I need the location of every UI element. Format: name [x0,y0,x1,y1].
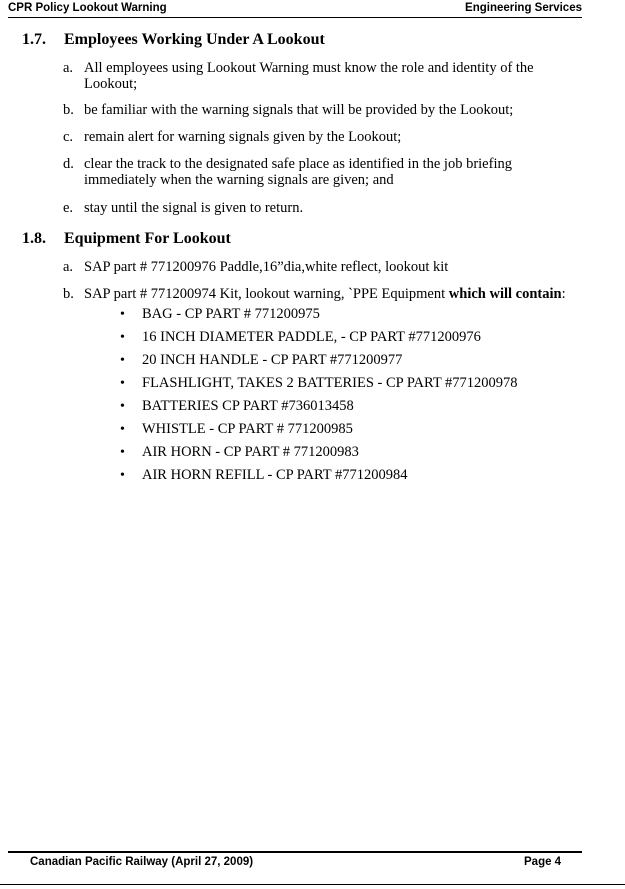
item-text: be familiar with the warning signals that will be provided by the Lookout; [84,102,514,118]
list-item [63,129,583,145]
section-heading-1-7 [22,31,325,49]
header-title: CPR Policy Lookout Warning [8,2,167,14]
bullet-icon: • [120,445,125,460]
bullet-text: WHISTLE - CP PART # 771200985 [142,421,353,437]
item-text: SAP part # 771200974 Kit, lookout warning, `PPE Equipment [84,286,449,302]
bullet-item [120,421,353,438]
item-text: SAP part # 771200976 Paddle,16”dia,white reflect, lookout kit [84,259,449,275]
item-letter: a. [63,60,74,76]
bullet-text: AIR HORN - CP PART # 771200983 [142,444,359,460]
footer-page-number: Page 4 [524,856,562,868]
bullet-icon: • [120,376,125,391]
bullet-icon: • [120,422,125,437]
header-department: Engineering Services [465,2,582,14]
list-item [63,259,583,275]
bullet-icon: • [120,353,125,368]
bullet-item [120,375,518,392]
item-letter: b. [63,102,74,118]
page-header [8,0,582,18]
bullet-icon: • [120,468,125,483]
list-item [63,200,583,216]
bullet-item [120,329,481,346]
item-letter: a. [63,259,74,275]
item-text: stay until the signal is given to return. [84,200,304,216]
section-number: 1.8. [22,230,46,247]
bullet-text: AIR HORN REFILL - CP PART #771200984 [142,467,408,483]
item-text-tail: : [561,286,566,302]
bullet-text: 20 INCH HANDLE - CP PART #771200977 [142,352,403,368]
bullet-icon: • [120,307,125,322]
item-text-bold: which will contain [448,286,562,302]
item-text: All employees using Lookout Warning must know the role and identity of the Lookout; [84,60,534,92]
bullet-text: BATTERIES CP PART #736013458 [142,398,354,414]
bullet-icon: • [120,399,125,414]
bullet-item [120,444,359,461]
bullet-text: BAG - CP PART # 771200975 [142,306,320,322]
section-number: 1.7. [22,31,46,48]
item-text: clear the track to the designated safe place as identified in the job briefing immediately when the warning signals are given; and [84,156,512,188]
section-title: Employees Working Under A Lookout [64,31,325,48]
item-letter: b. [63,286,74,302]
footer-divider [8,851,582,853]
item-letter: d. [63,156,74,172]
list-item [63,102,583,118]
item-letter: e. [63,200,74,216]
bullet-item [120,467,408,484]
section-title: Equipment For Lookout [64,230,231,247]
list-item [63,156,583,188]
list-item [63,286,603,302]
list-item [63,60,583,92]
bullet-text: FLASHLIGHT, TAKES 2 BATTERIES - CP PART #771200978 [142,375,518,391]
bullet-icon: • [120,330,125,345]
bottom-edge-line [0,884,625,885]
bullet-item [120,306,320,323]
section-heading-1-8 [22,230,231,248]
bullet-item [120,352,402,369]
bullet-text: 16 INCH DIAMETER PADDLE, - CP PART #771200976 [142,329,481,345]
item-text: remain alert for warning signals given by the Lookout; [84,129,402,145]
footer-company-date: Canadian Pacific Railway (April 27, 2009) [30,856,254,868]
bullet-item [120,398,354,415]
item-letter: c. [63,129,74,145]
